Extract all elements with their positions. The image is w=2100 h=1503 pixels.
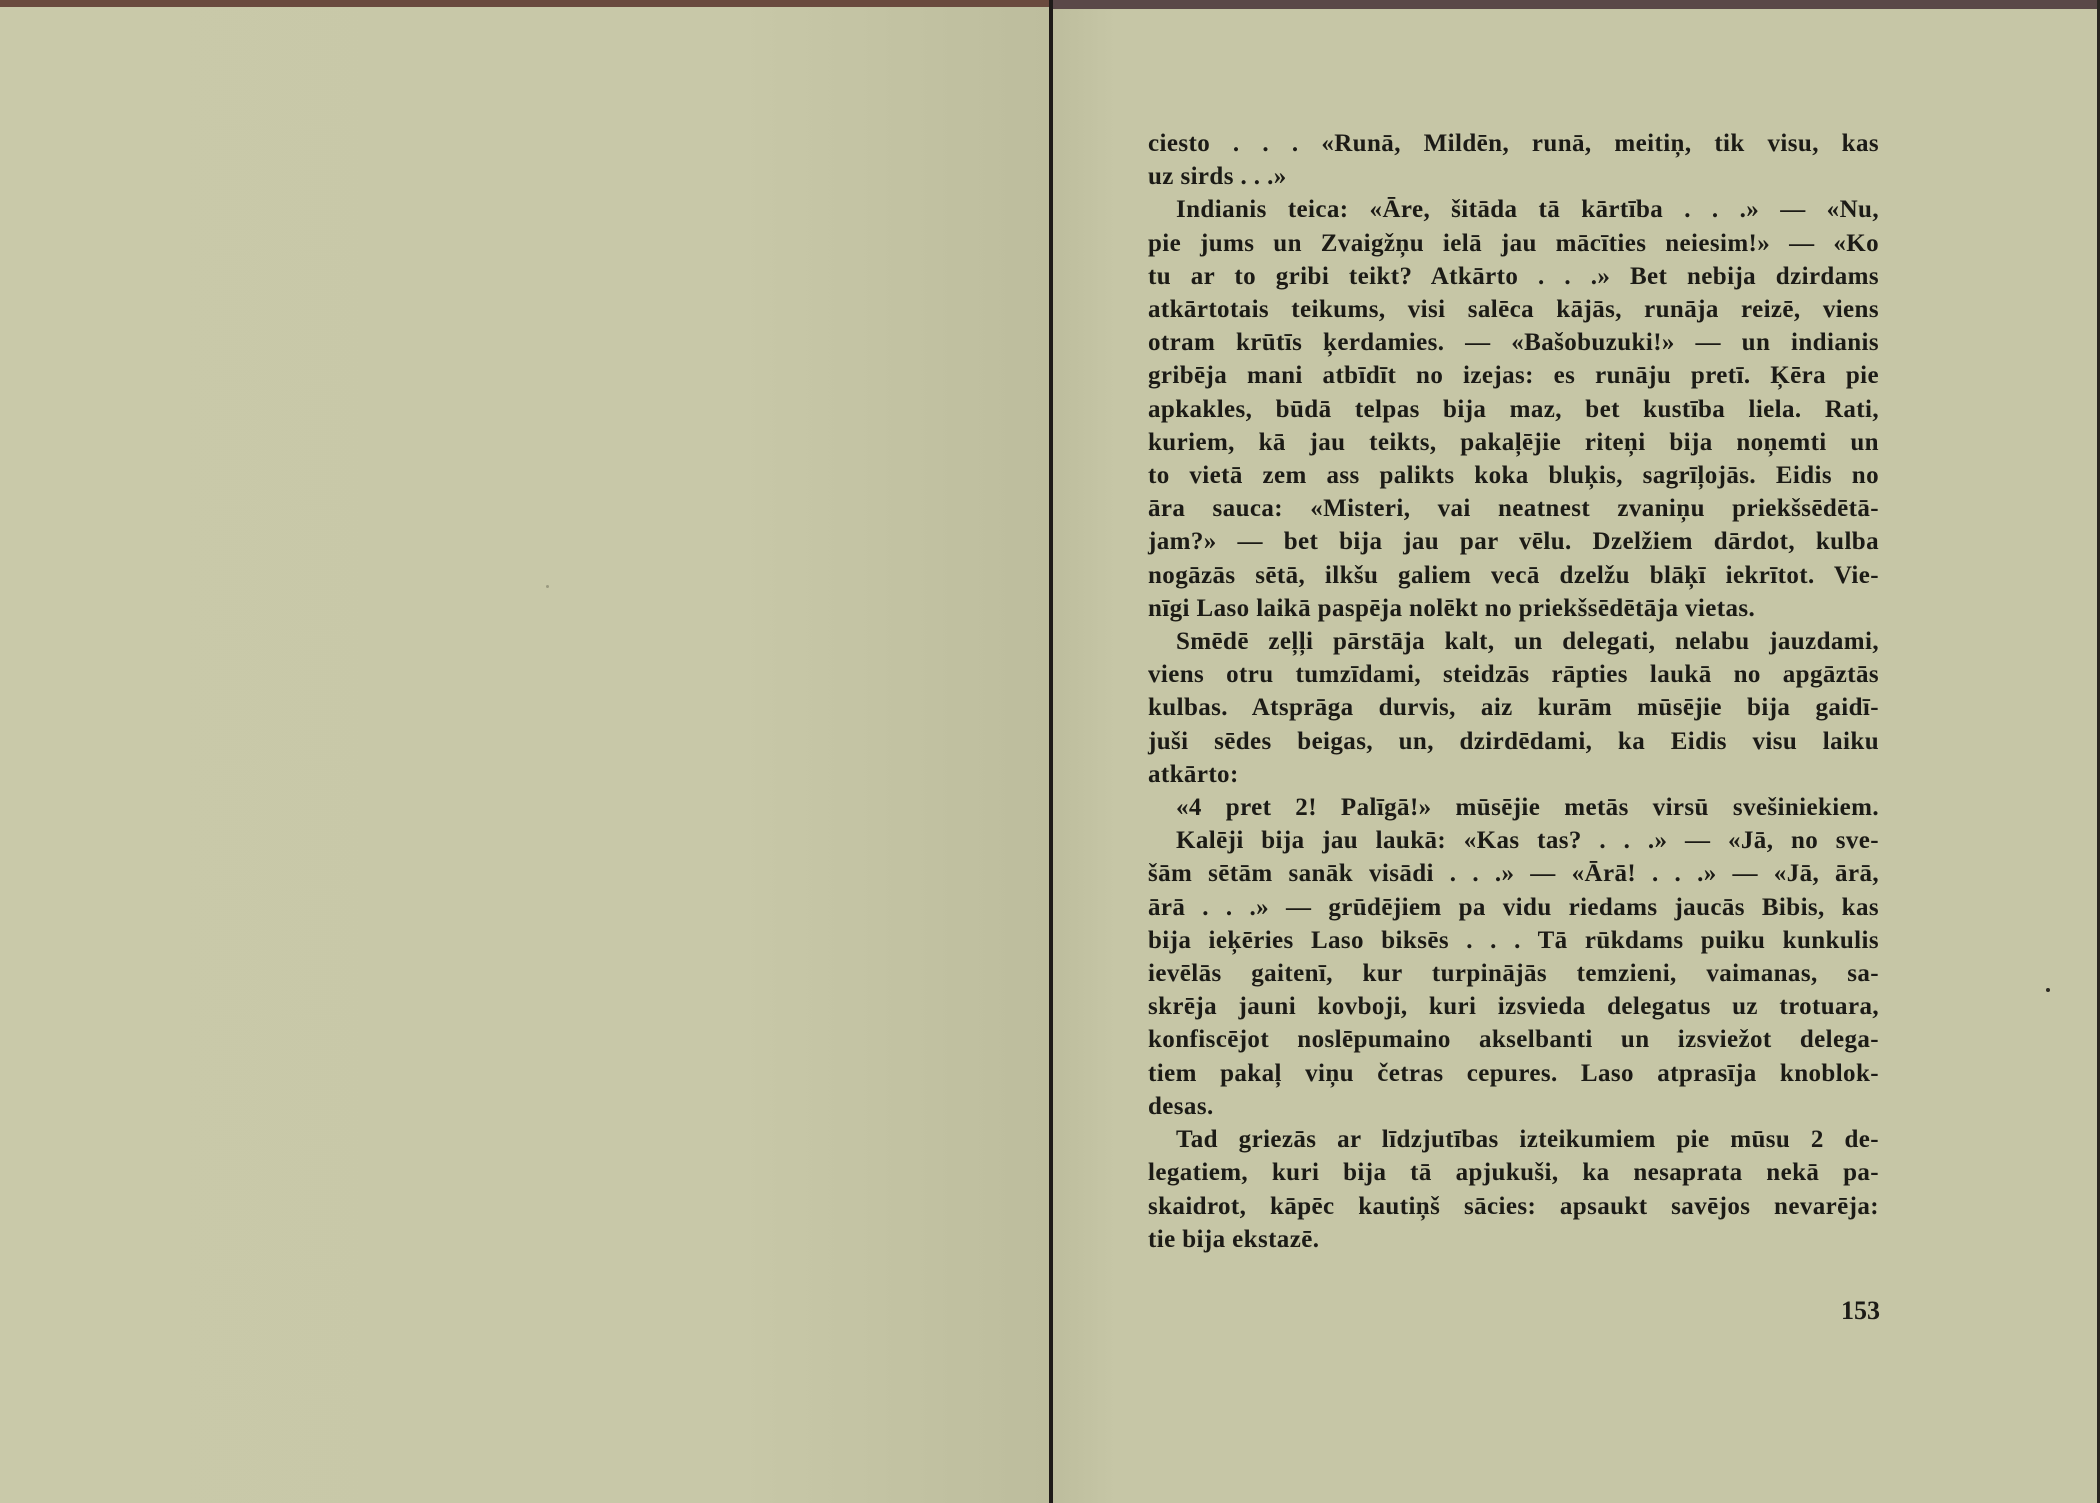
dust-speck — [2046, 988, 2050, 992]
text-line: kuriem, kā jau teikts, pakaļējie riteņi bija noņemti un — [1148, 428, 1879, 456]
text-line: apkakles, būdā telpas bija maz, bet kustība liela. Rati, — [1148, 395, 1879, 423]
text-line: āra sauca: «Misteri, vai neatnest zvaniņu priekšsēdētā- — [1148, 495, 1879, 523]
text-line: nīgi Laso laikā paspēja nolēkt no priekšsēdētāja vietas. — [1148, 594, 1756, 622]
text-line: Kalēji bija jau laukā: «Kas tas? . . .» — «Jā, no sve- — [1176, 827, 1879, 855]
text-line: atkārto: — [1148, 760, 1239, 788]
text-line: Indianis teica: «Āre, šitāda tā kārtība . . .» — «Nu, — [1176, 196, 1879, 224]
text-line: ievēlās gaitenī, kur turpinājās temzieni, vaimanas, sa- — [1148, 960, 1879, 988]
left-page-blank — [0, 0, 1049, 1503]
text-line: uz sirds . . .» — [1148, 163, 1287, 191]
text-line: pie jums un Zvaigžņu ielā jau mācīties neiesim!» — «Ko — [1148, 229, 1879, 257]
text-line: «4 pret 2! Palīgā!» mūsējie metās virsū svešiniekiem. — [1176, 794, 1879, 822]
text-line: juši sēdes beigas, un, dzirdēdami, ka Eidis visu laiku — [1148, 727, 1879, 755]
text-line: šām sētām sanāk visādi . . .» — «Ārā! . . .» — «Jā, ārā, — [1148, 860, 1879, 888]
page-text — [1148, 127, 1879, 1256]
text-line: jam?» — bet bija jau par vēlu. Dzelžiem dārdot, kulba — [1148, 528, 1879, 556]
text-line: desas. — [1148, 1092, 1214, 1120]
text-line: tie bija ekstazē. — [1148, 1225, 1320, 1253]
text-line: gribēja mani atbīdīt no izejas: es runāju pretī. Ķēra pie — [1148, 362, 1879, 390]
text-line: to vietā zem ass palikts koka bluķis, sagrīļojās. Eidis no — [1148, 462, 1879, 490]
text-line: legatiem, kuri bija tā apjukuši, ka nesaprata nekā pa- — [1148, 1159, 1879, 1187]
dust-speck — [546, 585, 549, 588]
text-line: otram krūtīs ķerdamies. — «Bašobuzuki!» — un indianis — [1148, 329, 1879, 357]
text-line: skaidrot, kāpēc kautiņš sācies: apsaukt savējos nevarēja: — [1148, 1192, 1879, 1220]
text-line: ciesto . . . «Runā, Mildēn, runā, meitiņ, tik visu, kas — [1148, 130, 1879, 157]
text-line: Tad griezās ar līdzjutības izteikumiem pie mūsu 2 de- — [1176, 1126, 1879, 1154]
text-line: ārā . . .» — grūdējiem pa vidu riedams jaucās Bibis, kas — [1148, 893, 1879, 921]
text-line: tiem pakaļ viņu četras cepures. Laso atprasīja knoblok- — [1148, 1059, 1879, 1087]
page-number: 153 — [1841, 1296, 1880, 1325]
text-line: bija ieķēries Laso biksēs . . . Tā rūkdams puiku kunkulis — [1148, 926, 1879, 954]
text-line: atkārtotais teikums, visi salēca kājās, runāja reizē, viens — [1148, 296, 1879, 324]
text-line: kulbas. Atsprāga durvis, aiz kurām mūsējie bija gaidī- — [1148, 694, 1879, 722]
text-line: skrēja jauni kovboji, kuri izsvieda delegatus uz trotuara, — [1148, 993, 1879, 1021]
text-line: Smēdē zeļļi pārstāja kalt, un delegati, nelabu jauzdami, — [1176, 628, 1879, 656]
text-line: nogāzās sētā, ilkšu galiem vecā dzelžu blāķī iekrītot. Vie- — [1148, 561, 1879, 589]
text-line: tu ar to gribi teikt? Atkārto . . .» Bet nebija dzirdams — [1148, 262, 1879, 290]
text-line: viens otru tumzīdami, steidzās rāpties laukā no apgāztās — [1148, 661, 1879, 689]
text-line: konfiscējot noslēpumaino akselbanti un izsviežot delega- — [1148, 1026, 1879, 1054]
